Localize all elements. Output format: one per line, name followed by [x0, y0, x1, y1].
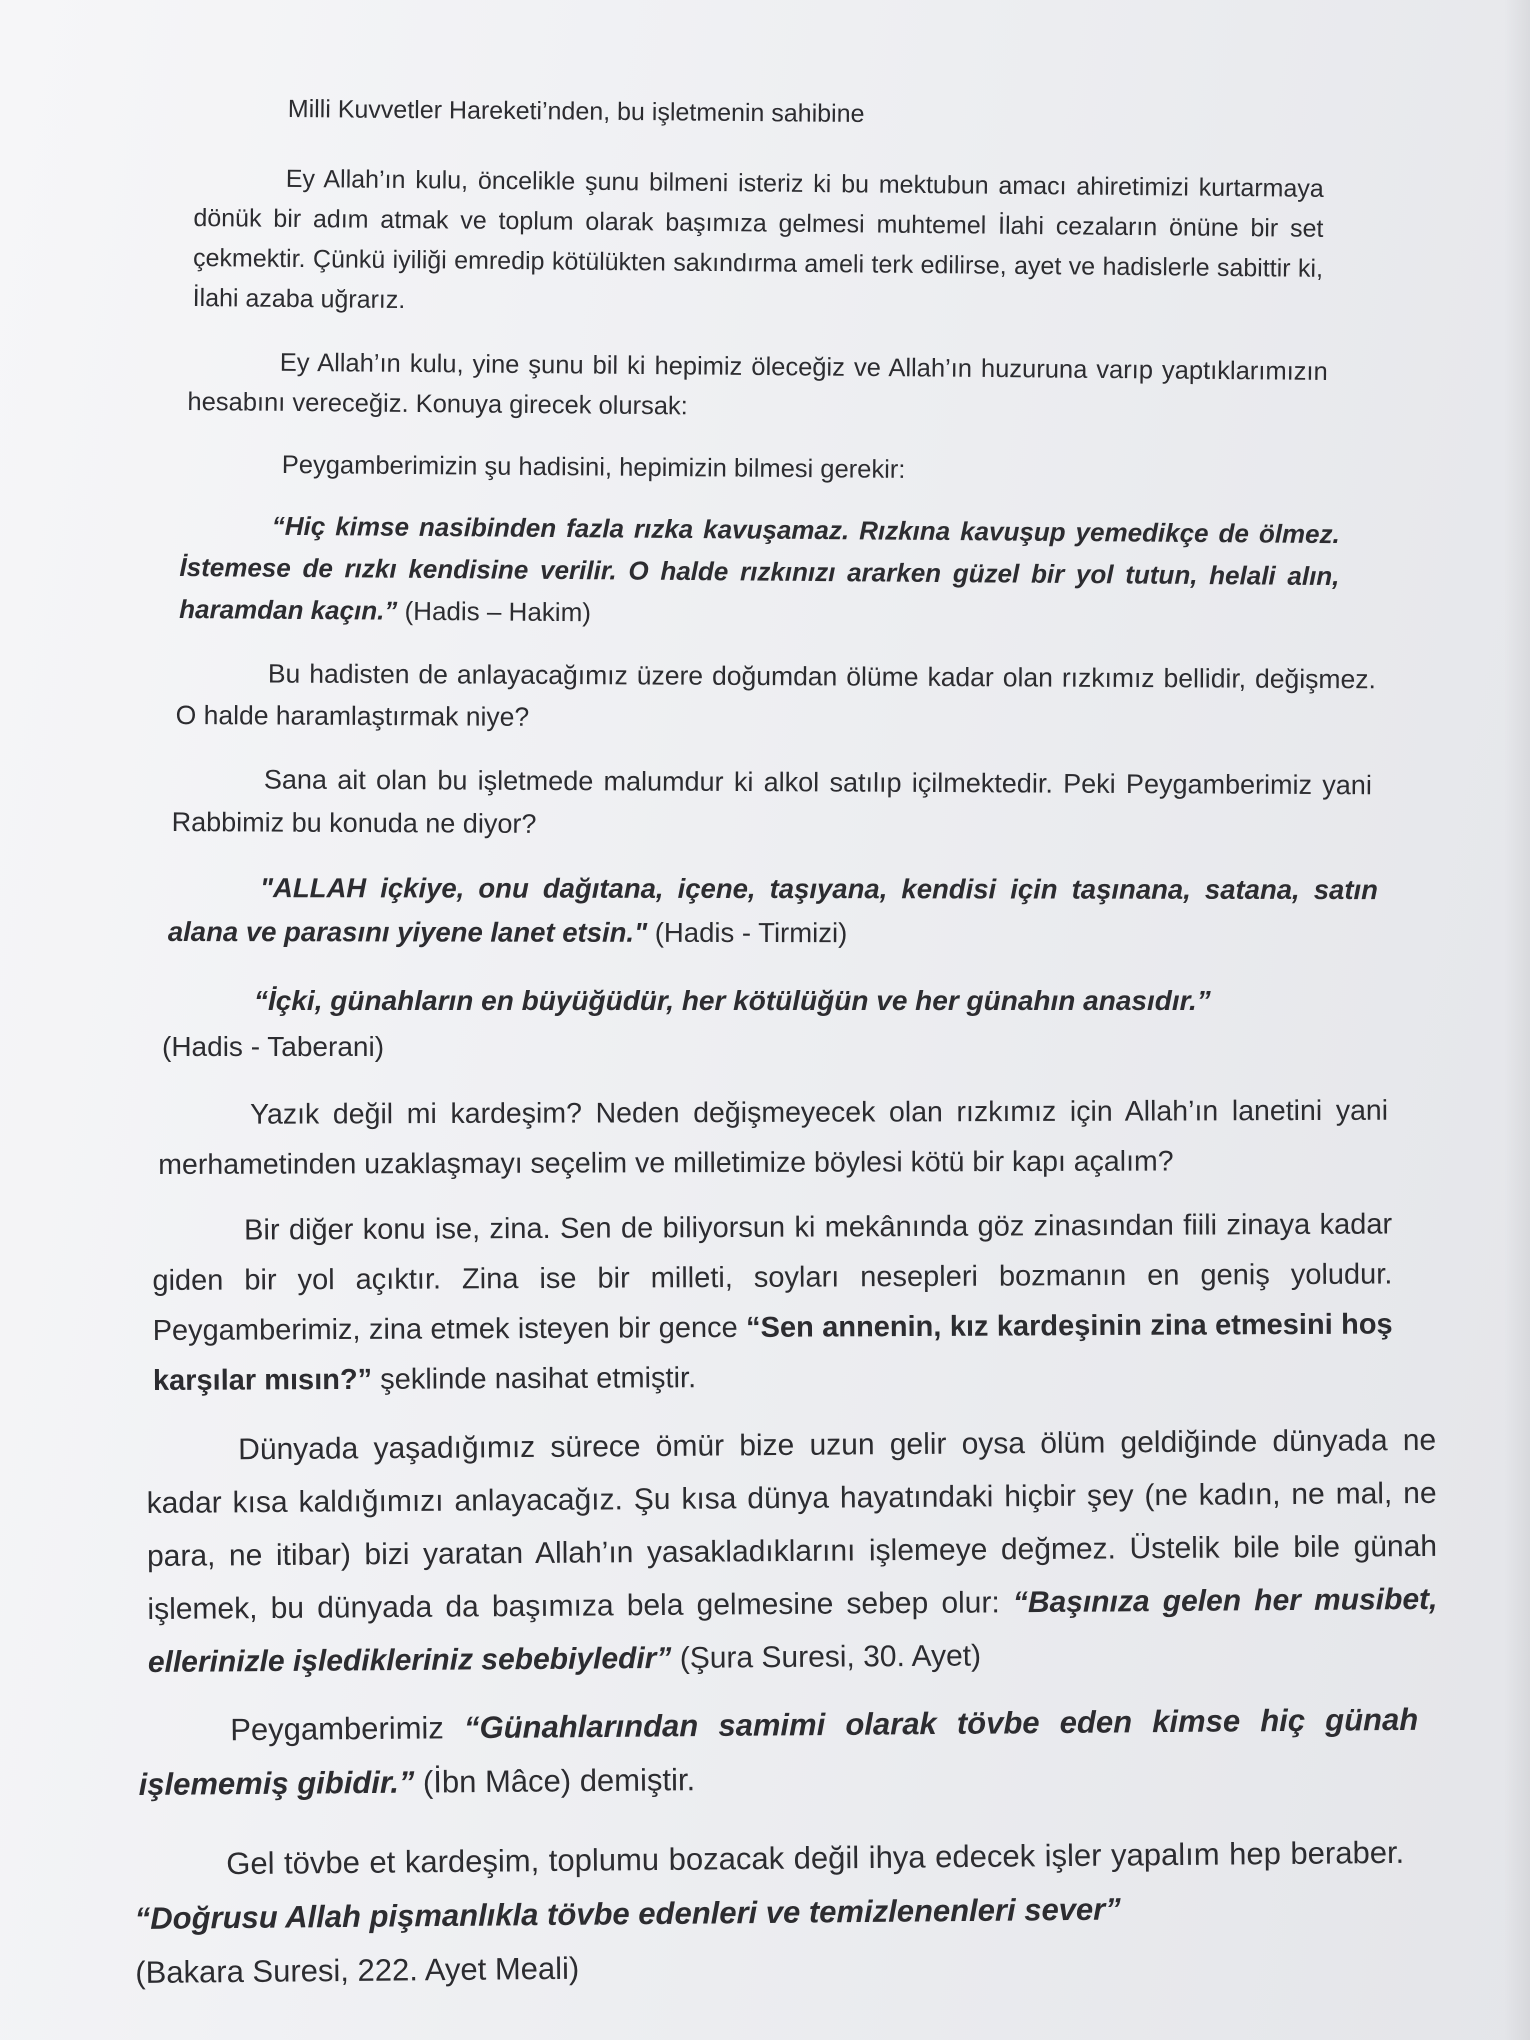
paragraph-repentance-hadith-text: Peygamberimiz — [230, 1710, 465, 1748]
paragraph-worldly-life-block — [146, 1414, 1438, 1689]
paragraph-closing-text: Gel tövbe et kardeşim, toplumu bozacak değil ihya edecek işler yapalım hep beraber. — [226, 1834, 1405, 1882]
paragraph-hadith-intro-text: Peygamberimizin şu hadisini, hepimizin bilmesi gerekir: — [281, 450, 906, 484]
paragraph-hadith-tirmizi — [168, 866, 1378, 956]
paragraph-repentance-hadith-block — [138, 1693, 1419, 1812]
paragraph-hadith-taberani — [162, 978, 1372, 1070]
paragraph-zina-block — [152, 1200, 1393, 1406]
paragraph-closing-block — [134, 1826, 1405, 2000]
hadith-taberani-source: (Hadis - Taberani) — [162, 1031, 385, 1062]
hadith-taberani-quote: “İçki, günahların en büyüğüdür, her kötülüğün ve her günahın anasıdır.” — [254, 985, 1211, 1016]
paragraph-intro-text: Ey Allah’ın kulu, öncelikle şunu bilmeni isteriz ki bu mektubun amacı ahiretimizi kurtarmaya dönük bir adım atmak ve toplum olarak başımıza gelmesi muhtemel İlahi cezaların önüne bir set çekmektir. Çünkü iyiliği emredip kötülükten sakındırma ameli terk edilirse, ayet ve hadislerle sabittir ki, İlahi azaba uğrarız. — [192, 164, 1324, 315]
verse-bakara-quote: “Doğrusu Allah pişmanlıkla tövbe edenleri ve temizlenenleri sever” — [134, 1891, 1121, 1936]
paragraph-zina-end: şeklinde nasihat etmiştir. — [372, 1362, 697, 1396]
paragraph-hadith-hakim — [179, 504, 1340, 639]
paragraph-zina-quote: “Sen annenin, kız kardeşinin zina etmesini hoş karşılar mısın?” — [152, 1308, 1393, 1397]
paragraph-repentance-hadith — [138, 1693, 1419, 1812]
paragraph-alcohol-text: Sana ait olan bu işletmede malumdur ki alkol satılıp içilmektedir. Peki Peygamberimiz yani Rabbimiz bu konuda ne diyor? — [171, 764, 1372, 839]
greeting-text: Milli Kuvvetler Hareketi’nden, bu işletmenin sahibine — [287, 94, 865, 129]
paragraph-pity — [158, 1086, 1388, 1190]
verse-bakara-source: (Bakara Suresi, 222. Ayet Meali) — [135, 1950, 580, 1990]
paragraph-sustenance-text: Bu hadisten de anlayacağımız üzere doğumdan ölüme kadar olan rızkımız bellidir, değişmez. O halde haramlaştırmak niye? — [175, 658, 1376, 732]
paragraph-zina — [152, 1200, 1393, 1406]
letter-greeting — [288, 88, 1288, 139]
verse-sura-source: (Şura Suresi, 30. Ayet) — [671, 1639, 982, 1675]
paragraph-closing — [134, 1826, 1405, 2000]
paragraph-sustenance — [176, 652, 1376, 742]
hadith-ibn-mace-source: (İbn Mâce) demiştir. — [414, 1762, 696, 1800]
paragraph-reckoning-text: Ey Allah’ın kulu, yine şunu bil ki hepimiz öleceğiz ve Allah’ın huzuruna varıp yaptıklarımızın hesabını vereceğiz. Konuya girecek olursak: — [187, 348, 1328, 421]
verse-sura-quote: “Başınıza gelen her musibet, ellerinizle işledikleriniz sebebiyledir” — [147, 1582, 1438, 1679]
paragraph-pity-text: Yazık değil mi kardeşim? Neden değişmeyecek olan rızkımız için Allah’ın lanetini yani merhametinden uzaklaşmayı seçelim ve milletimize böylesi kötü bir kapı açalım? — [158, 1094, 1389, 1181]
hadith-tirmizi-quote: "ALLAH içkiye, onu dağıtana, içene, taşıyana, kendisi için taşınana, satana, satın alana ve parasını yiyene lanet etsin." — [167, 872, 1378, 948]
hadith-hakim-source: (Hadis – Hakim) — [397, 595, 592, 628]
paragraph-intro — [192, 158, 1323, 329]
hadith-ibn-mace-quote: “Günahlarından samimi olarak tövbe eden kimse hiç günah işlememiş gibidir.” — [138, 1701, 1419, 1802]
paragraph-alcohol — [172, 758, 1372, 850]
paragraph-worldly-life — [146, 1414, 1438, 1689]
paragraph-zina-text: Bir diğer konu ise, zina. Sen de biliyorsun ki mekânında göz zinasından fiili zinaya kadar giden bir yol açıktır. Zina ise bir milleti, soyları nesepleri bozmanın en geniş yoludur. Peygamberimiz, zina etmek isteyen bir gence — [152, 1208, 1393, 1347]
paragraph-worldly-life-text: Dünyada yaşadığımız sürece ömür bize uzun gelir oysa ölüm geldiğinde dünyada ne kadar kısa kaldığımızı anlayacağız. Şu kısa dünya hayatındaki hiçbir şey (ne kadın, ne mal, ne para, ne itibar) bizi yaratan Allah’ın yasakladıklarını işlemeye değmez. Üstelik bile bile günah işlemek, bu dünyada da başımıza bela gelmesine sebep olur: — [146, 1423, 1438, 1626]
hadith-tirmizi-block — [168, 866, 1378, 956]
paragraph-reckoning — [187, 342, 1328, 432]
paragraph-hadith-intro — [282, 444, 1282, 494]
hadith-tirmizi-source: (Hadis - Tirmizi) — [647, 916, 848, 949]
hadith-hakim-block — [179, 504, 1340, 639]
hadith-taberani-block — [162, 978, 1372, 1070]
hadith-hakim-quote: “Hiç kimse nasibinden fazla rızka kavuşamaz. Rızkına kavuşup yemedikçe de ölmez. İstemese de rızkı kendisine verilir. O halde rızkınızı ararken güzel bir yol tutun, helali alın, haramdan kaçın.” — [179, 510, 1340, 626]
